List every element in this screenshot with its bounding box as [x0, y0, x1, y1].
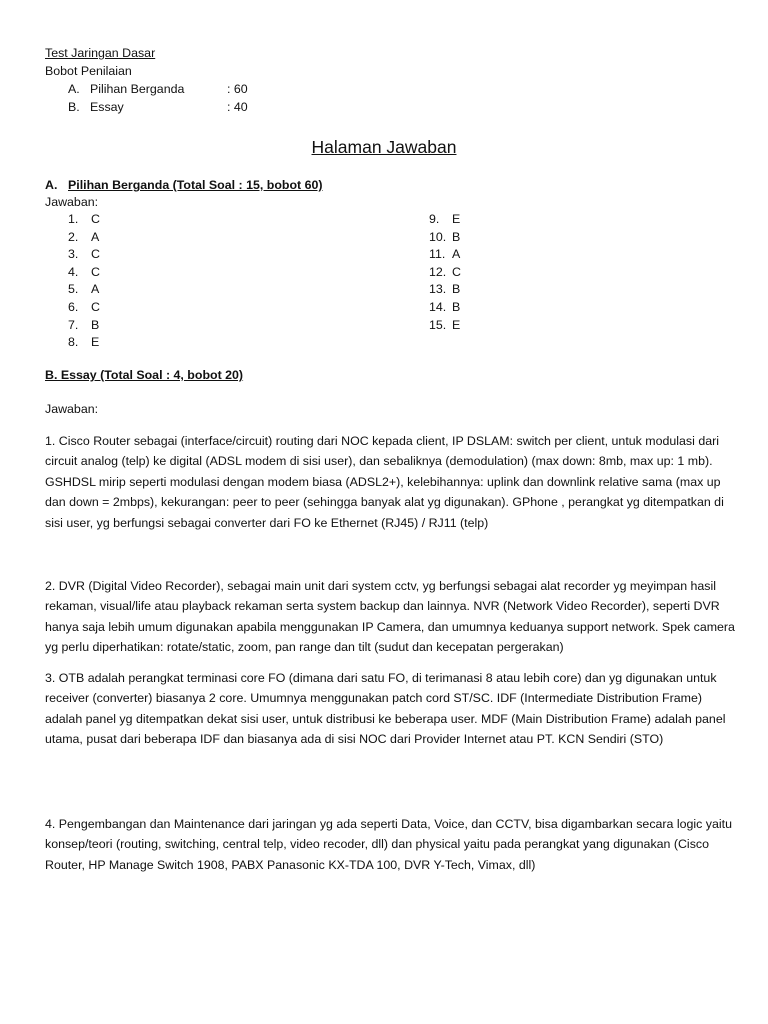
answer-item-number: 7.	[68, 317, 79, 332]
answer-item-letter: A	[91, 282, 100, 297]
answer-item-letter: A	[91, 229, 100, 244]
answer-item-letter: A	[452, 247, 461, 262]
weight-a-value: : 60	[227, 82, 248, 96]
answer-item-letter: C	[91, 247, 100, 262]
section-a-jawaban: Jawaban:	[45, 195, 99, 209]
section-a-letter: A.	[45, 178, 58, 192]
weights-label: Bobot Penilaian	[45, 64, 132, 78]
answer-item-letter: B	[91, 317, 100, 332]
test-title: Test Jaringan Dasar	[45, 46, 156, 60]
answer-item-number: 15.	[429, 317, 447, 332]
answer-item-number: 11.	[429, 247, 446, 262]
answer-item-number: 13.	[429, 282, 447, 297]
answer-item-letter: C	[91, 212, 100, 226]
answer-item-letter: B	[452, 282, 461, 297]
answer-item-number: 12.	[429, 264, 447, 279]
answer-item-number: 8.	[68, 335, 79, 350]
answer-item-number: 4.	[68, 264, 79, 279]
answer-item-letter: E	[452, 212, 461, 226]
weight-b-label: Essay	[90, 100, 124, 114]
answer-item-number: 14.	[429, 300, 447, 314]
answer-item-number: 10.	[429, 229, 447, 244]
answer-item-letter: C	[91, 300, 100, 314]
essay-answer-2: 2. DVR (Digital Video Recorder), sebagai main unit dari system cctv, yg berfungsi sebagai alat recorder yg meyimpan hasil rekaman, visual/life atau playback rekaman serta system backup dan lainnya. NVR (Network Video Recorder), seperti DVR hanya saja lebih umum digunakan apabila menggunakan IP Camera, dan umumnya keduanya support network. Spek camera yg perlu diperhatikan: rotate/static, zoom, pan range dan tilt (sudut dan kecepatan pergerakan)	[45, 579, 735, 655]
answer-item-letter: C	[91, 264, 100, 279]
answer-item-letter: E	[452, 317, 461, 332]
essay-answer-1: 1. Cisco Router sebagai (interface/circuit) routing dari NOC kepada client, IP DSLAM: switch per client, untuk modulasi dari circuit analog (telp) ke digital (ADSL modem di sisi user), dan sebaliknya (demodulation) (max down: 8mb, max up: 1 mb). GSHDSL mirip seperti modulasi dengan modem biasa (ADSL2+), kelebihannya: uplink dan downlink relative sama (max up dan down = 2mbps), kekurangan: peer to peer (sehingga banyak alat yg digunakan). GPhone , perangkat yg ditempatkan di sisi user, yg berfungsi sebagai converter dari FO ke Ethernet (RJ45) / RJ11 (telp)	[45, 434, 724, 530]
answer-item-letter: E	[91, 335, 100, 350]
essay-answer-4: 4. Pengembangan dan Maintenance dari jaringan yg ada seperti Data, Voice, dan CCTV, bisa digambarkan secara logic yaitu konsep/teori (routing, switching, central telp, video recoder, dll) dan physical yaitu pada perangkat yang digunakan (Cisco Router, HP Manage Switch 1908, PABX Panasonic KX-TDA 100, DVR Y-Tech, Vimax, dll)	[45, 817, 732, 872]
answer-item-number: 2.	[68, 229, 79, 244]
weight-b-letter: B.	[68, 100, 80, 114]
answer-item-letter: C	[452, 264, 461, 279]
section-a-heading: Pilihan Berganda (Total Soal : 15, bobot 60)	[68, 178, 323, 192]
section-b-heading: B. Essay (Total Soal : 4, bobot 20)	[45, 368, 244, 382]
answer-item-letter: B	[452, 300, 461, 314]
weight-a-letter: A.	[68, 82, 80, 96]
answer-item-letter: B	[452, 229, 461, 244]
essay-answer-3: 3. OTB adalah perangkat terminasi core FO (dimana dari satu FO, di terimanasi 8 atau lebih core) dan yg digunakan untuk receiver (converter) biasanya 2 core. Umumnya menggunakan patch cord ST/SC. IDF (Intermediate Distribution Frame) adalah panel yg ditempatkan dekat sisi user, untuk distribusi ke beberapa user. MDF (Main Distribution Frame) adalah panel utama, pusat dari beberapa IDF dan biasanya ada di sisi NOC dari Provider Internet atau PT. KCN Sendiri (STO)	[45, 671, 726, 747]
weight-a-label: Pilihan Berganda	[90, 82, 185, 96]
page-title: Halaman Jawaban	[311, 137, 457, 157]
answer-item-number: 9.	[429, 212, 440, 226]
answer-item-number: 3.	[68, 247, 79, 262]
answer-item-number: 1.	[68, 212, 79, 226]
answer-item-number: 6.	[68, 300, 79, 314]
answer-item-number: 5.	[68, 282, 79, 297]
weight-b-value: : 40	[227, 100, 248, 114]
section-b-jawaban: Jawaban:	[45, 402, 99, 416]
